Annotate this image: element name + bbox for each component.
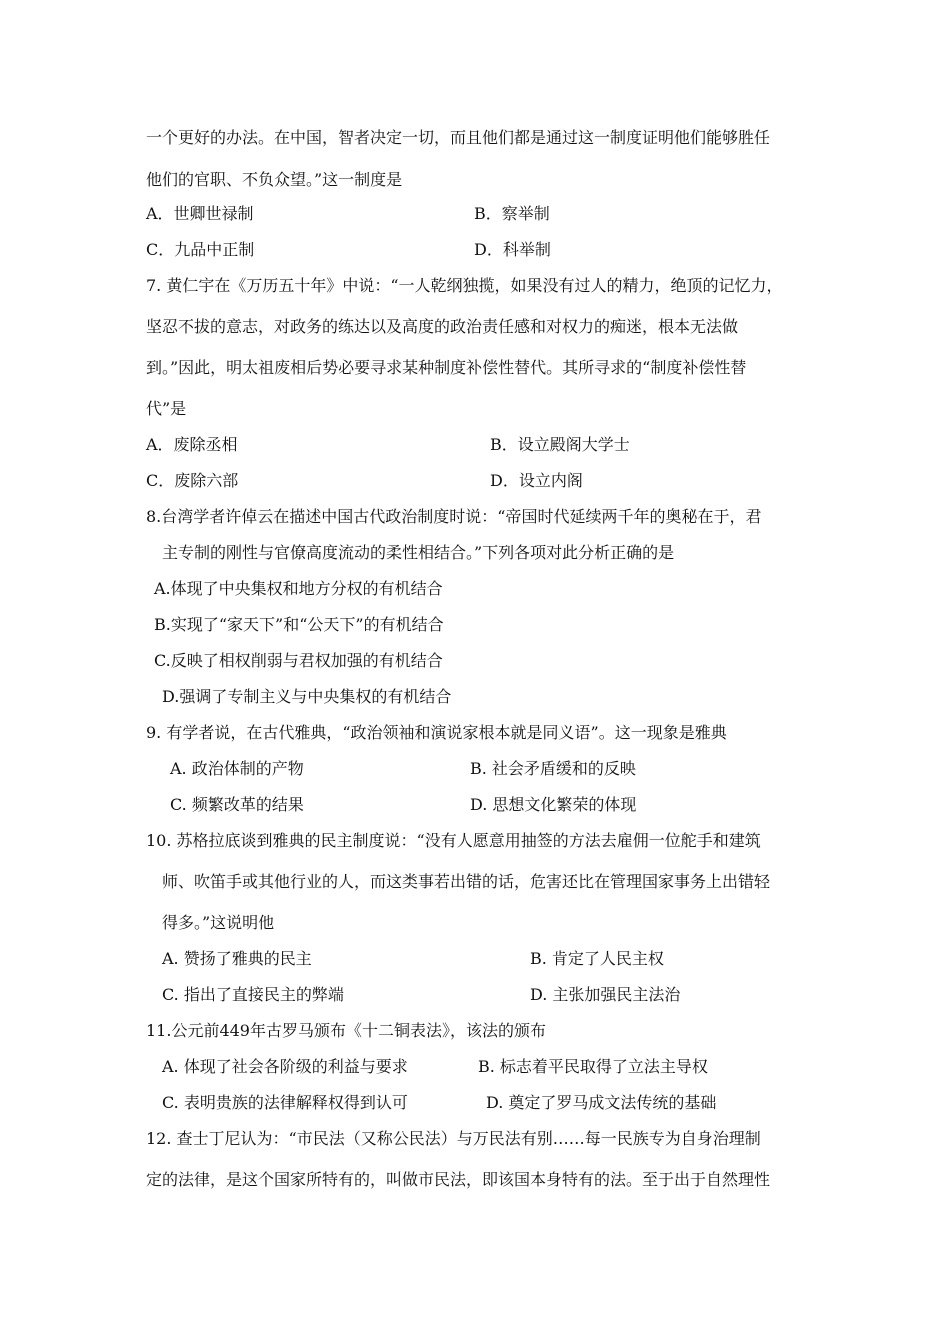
q6-option-a: A．世卿世禄制 bbox=[146, 204, 254, 223]
q7-stem-line-2: 坚忍不拔的意志，对政务的练达以及高度的政治责任感和对权力的痴迷，根本无法做 bbox=[146, 317, 739, 336]
q8-stem-line-1: 8.台湾学者许倬云在描述中国古代政治制度时说：“帝国时代延续两千年的奥秘在于，君 bbox=[146, 507, 762, 526]
q11-option-a: A. 体现了社会各阶级的利益与要求 bbox=[162, 1057, 408, 1076]
q7-option-a: A．废除丞相 bbox=[146, 435, 238, 454]
q7-option-c: C．废除六部 bbox=[146, 471, 239, 490]
q6-option-d: D．科举制 bbox=[474, 240, 551, 259]
q11-option-b: B. 标志着平民取得了立法主导权 bbox=[478, 1057, 708, 1076]
q10-stem-line-1: 10. 苏格拉底谈到雅典的民主制度说：“没有人愿意用抽签的方法去雇佣一位舵手和建筑 bbox=[146, 831, 761, 850]
q11-stem-line-1: 11.公元前449年古罗马颁布《十二铜表法》，该法的颁布 bbox=[146, 1021, 546, 1040]
q6-option-b: B．察举制 bbox=[474, 204, 550, 223]
q10-option-a: A. 赞扬了雅典的民主 bbox=[162, 949, 312, 968]
q11-option-d: D. 奠定了罗马成文法传统的基础 bbox=[486, 1093, 717, 1112]
q7-stem-line-3: 到。”因此，明太祖废相后势必要寻求某种制度补偿性替代。其所寻求的“制度补偿性替 bbox=[146, 358, 747, 377]
q9-option-d: D. 思想文化繁荣的体现 bbox=[470, 795, 637, 814]
q9-option-c: C. 频繁改革的结果 bbox=[170, 795, 304, 814]
q6-stem-line-1: 一个更好的办法。在中国，智者决定一切，而且他们都是通过这一制度证明他们能够胜任 bbox=[146, 128, 771, 147]
q6-stem-line-2: 他们的官职、不负众望。”这一制度是 bbox=[146, 170, 403, 189]
q7-stem-line-1: 7. 黄仁宇在《万历五十年》中说：“一人乾纲独揽，如果没有过人的精力，绝顶的记忆力， bbox=[146, 276, 783, 295]
q7-stem-line-4: 代”是 bbox=[146, 399, 187, 418]
q12-stem-line-1: 12. 查士丁尼认为：“市民法（又称公民法）与万民法有别……每一民族专为自身治理制 bbox=[146, 1129, 761, 1148]
q8-option-a: A.体现了中央集权和地方分权的有机结合 bbox=[154, 579, 443, 598]
q9-stem-line-1: 9. 有学者说，在古代雅典，“政治领袖和演说家根本就是同义语”。这一现象是雅典 bbox=[146, 723, 727, 742]
q7-option-b: B．设立殿阁大学士 bbox=[490, 435, 630, 454]
q8-option-b: B.实现了“家天下”和“公天下”的有机结合 bbox=[154, 615, 444, 634]
q9-option-a: A. 政治体制的产物 bbox=[170, 759, 304, 778]
q8-stem-line-2: 主专制的刚性与官僚高度流动的柔性相结合。”下列各项对此分析正确的是 bbox=[162, 543, 675, 562]
q10-option-b: B. 肯定了人民主权 bbox=[530, 949, 664, 968]
q10-option-d: D. 主张加强民主法治 bbox=[530, 985, 681, 1004]
q10-stem-line-3: 得多。”这说明他 bbox=[162, 913, 275, 932]
q6-option-c: C．九品中正制 bbox=[146, 240, 255, 259]
q9-option-b: B. 社会矛盾缓和的反映 bbox=[470, 759, 636, 778]
q7-option-d: D．设立内阁 bbox=[490, 471, 583, 490]
q12-stem-line-2: 定的法律，是这个国家所特有的，叫做市民法，即该国本身特有的法。至于出于自然理性 bbox=[146, 1170, 771, 1189]
q10-stem-line-2: 师、吹笛手或其他行业的人，而这类事若出错的话，危害还比在管理国家事务上出错轻 bbox=[162, 872, 771, 891]
q11-option-c: C. 表明贵族的法律解释权得到认可 bbox=[162, 1093, 408, 1112]
q8-option-d: D.强调了专制主义与中央集权的有机结合 bbox=[162, 687, 452, 706]
q10-option-c: C. 指出了直接民主的弊端 bbox=[162, 985, 344, 1004]
q8-option-c: C.反映了相权削弱与君权加强的有机结合 bbox=[154, 651, 443, 670]
